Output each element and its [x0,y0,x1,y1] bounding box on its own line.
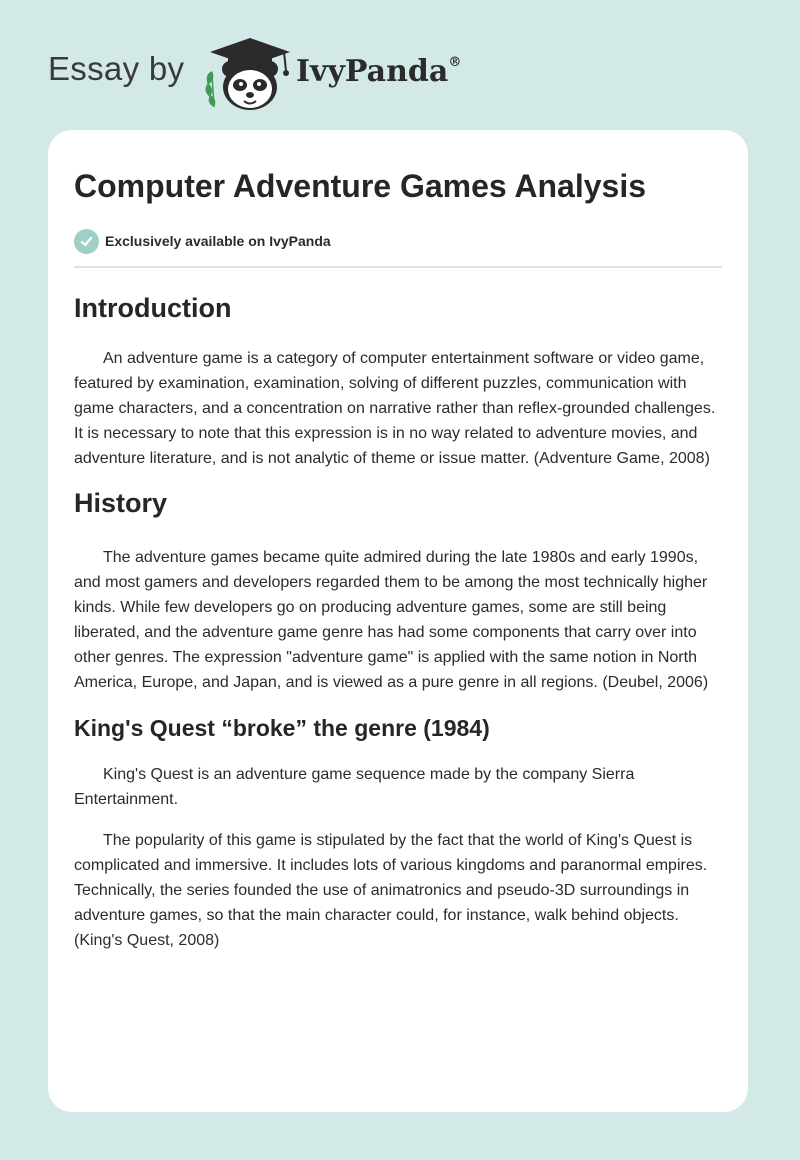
exclusive-badge [74,228,722,254]
section-heading-history: History [74,488,168,518]
brand-name[interactable] [296,54,461,89]
site-header [0,0,800,130]
paragraph: The adventure games became quite admired during the late 1980s and early 1990s, and most gamers and developers regarded them to be among the most technically higher kinds. While few developers go on producing adventure games, some are still being liberated, and the adventure game genre has had some components that carry over into other genres. The expression "adventure game" is applied with the same notion in North America, Europe, and Japan, and is viewed as a pure genre in all regions. (Deubel, 2006) [74,549,709,691]
article-card [48,130,748,1112]
paragraph: The popularity of this game is stipulated by the fact that the world of King's Quest is complicated and immersive. It includes lots of various kingdoms and paranormal empires. Technically, the series founded the use of animatronics and pseudo-3D surroundings in adventure games, so that the main character could, for instance, walk behind objects. (King's Quest, 2008) [74,832,708,949]
section-heading-introduction: Introduction [74,293,232,323]
brand-text: IvyPanda [296,54,449,89]
divider [74,266,722,268]
section-heading-kings-quest: King's Quest “broke” the genre (1984) [74,715,490,741]
paragraph: An adventure game is a category of computer entertainment software or video game, featured by examination, examination, solving of different puzzles, communication with game characters, and a concentration on narrative rather than reflex-grounded challenges. It is necessary to note that this expression is in no way related to adventure movies, and adventure literature, and is not analytic of theme or issue matter. (Adventure Game, 2008) [74,350,716,467]
paragraph: King's Quest is an adventure game sequence made by the company Sierra Entertainment. [74,766,635,808]
checkmark-icon [74,229,99,254]
panda-logo-icon[interactable] [200,35,300,115]
registered-mark: ® [448,55,462,70]
page-title: Computer Adventure Games Analysis [74,168,647,204]
badge-label: Exclusively available on IvyPanda [105,233,331,249]
essay-by-label: Essay by [48,50,185,87]
